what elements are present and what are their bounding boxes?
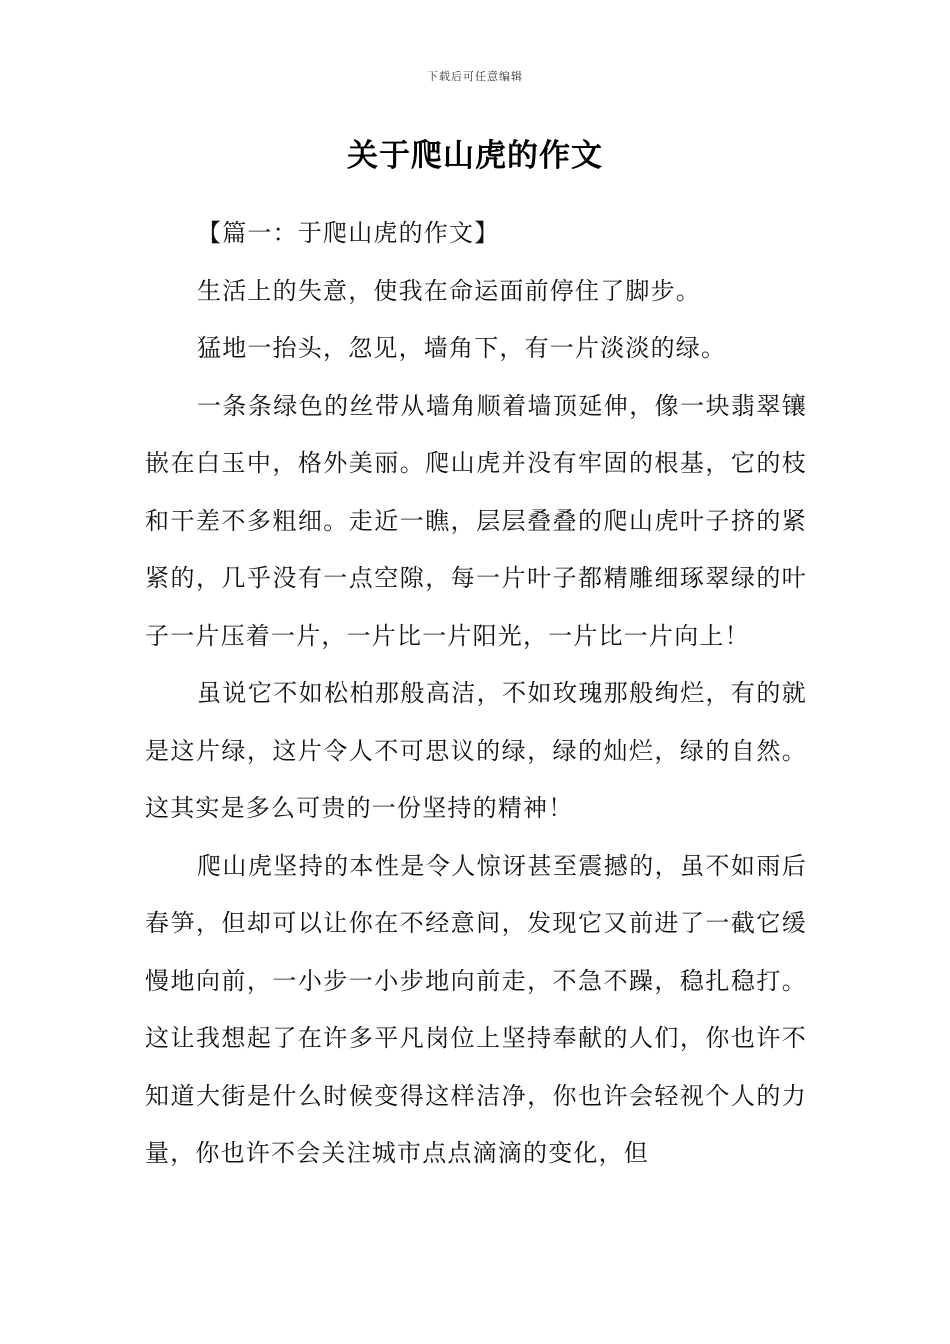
paragraph: 一条条绿色的丝带从墙角顺着墙顶延伸，像一块翡翠镶嵌在白玉中，格外美丽。爬山虎并没有牢固的根基，它的枝和干差不多粗细。走近一瞧，层层叠叠的爬山虎叶子挤的紧紧的，几乎没有一点空隙，每一片叶子都精雕细琢翠绿的叶子一片压着一片，一片比一片阳光，一片比一片向上！ <box>145 391 807 650</box>
document-body <box>145 205 807 1183</box>
section-heading: 【篇一：于爬山虎的作文】 <box>197 219 500 247</box>
header-note: 下载后可任意编辑 <box>427 70 523 83</box>
paragraph: 虽说它不如松柏那般高洁，不如玫瑰那般绚烂，有的就是这片绿，这片令人不可思议的绿，绿的灿烂，绿的自然。这其实是多么可贵的一份坚持的精神！ <box>145 679 807 822</box>
page-title: 关于爬山虎的作文 <box>347 138 603 174</box>
paragraph: 生活上的失意，使我在命运面前停住了脚步。 <box>197 276 701 305</box>
paragraph: 猛地一抬头，忽见，墙角下，有一片淡淡的绿。 <box>197 334 727 362</box>
paragraph: 爬山虎坚持的本性是令人惊讶甚至震撼的，虽不如雨后春笋，但却可以让你在不经意间，发现它又前进了一截它缓慢地向前，一小步一小步地向前走，不急不躁，稳扎稳打。这让我想起了在许多平凡岗位上坚持奉献的人们，你也许不知道大街是什么时候变得这样洁净，你也许会轻视个人的力量，你也许不会关注城市点点滴滴的变化，但 <box>145 851 807 1167</box>
